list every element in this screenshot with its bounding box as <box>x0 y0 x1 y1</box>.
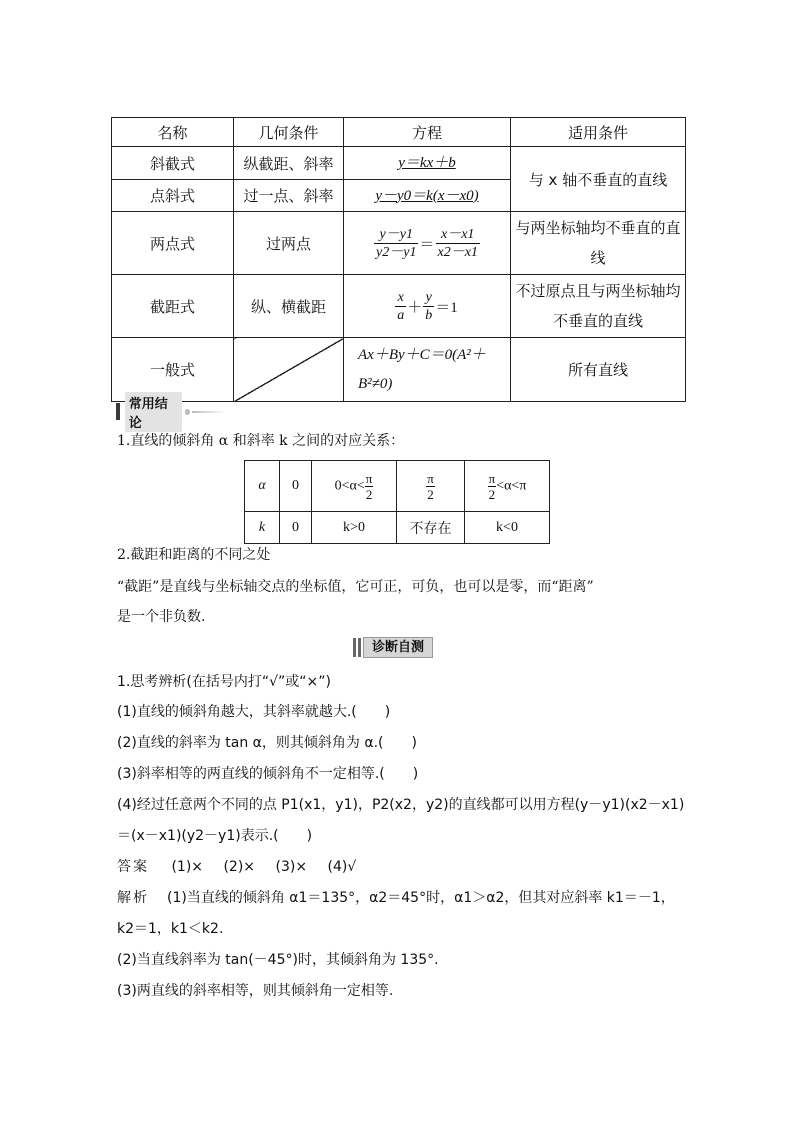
form-equation <box>344 212 511 275</box>
fraction <box>423 289 434 324</box>
header-condition: 几何条件 <box>234 118 344 147</box>
form-applicability: 不过原点且与两坐标轴均不垂直的直线 <box>511 275 686 338</box>
fraction <box>426 471 435 502</box>
fraction-denominator: x2－x1 <box>437 244 478 260</box>
table-cell <box>397 461 465 512</box>
answer-label: 答案 <box>117 859 149 875</box>
fraction-denominator: y2－y1 <box>376 244 417 260</box>
conclusion-item-2: 2.截距和距离的不同之处 <box>117 547 271 563</box>
equals-one: ＝1 <box>435 299 458 316</box>
slope-angle-table <box>244 460 550 544</box>
form-name: 一般式 <box>112 338 234 402</box>
equation-text: Ax＋By＋C＝0(A²＋B²≠0) <box>358 346 486 392</box>
heading-bar <box>116 403 120 420</box>
form-name: 两点式 <box>112 212 234 275</box>
form-condition: 过一点、斜率 <box>234 179 344 211</box>
analysis-text: (1)当直线的倾斜角 α1＝135°，α2＝45°时，α1＞α2，但其对应斜率 k1＝－1， <box>167 890 675 906</box>
section-title: 常用结论 <box>125 392 182 432</box>
answer-blank: ( ) <box>351 704 391 720</box>
form-name: 截距式 <box>112 275 234 338</box>
answer-blank: ( ) <box>378 735 417 751</box>
table-header-row <box>112 118 686 147</box>
form-equation <box>344 179 511 211</box>
fraction-denominator: b <box>425 307 433 323</box>
heading-line <box>192 411 226 413</box>
empty-diagonal-cell <box>234 338 344 402</box>
answer-value: (3)× <box>275 859 308 875</box>
form-name: 斜截式 <box>112 147 234 179</box>
analysis-text: k2＝1，k1＜k2. <box>117 921 224 937</box>
table-cell: 0 <box>280 512 312 544</box>
question-intro: 1.思考辨析(在括号内打“√”或“×”) <box>117 674 331 690</box>
question-text: ＝(x－x1)(y2－y1)表示. <box>117 828 274 844</box>
table-row <box>112 212 686 275</box>
equation-text: y＝kx＋b <box>398 155 456 172</box>
form-condition: 过两点 <box>234 212 344 275</box>
equation-text: y－y0＝k(x－x0) <box>375 187 479 204</box>
header-applicability: 适用条件 <box>511 118 686 147</box>
form-applicability: 与 x 轴不垂直的直线 <box>511 147 686 212</box>
row-label-k: k <box>245 512 280 544</box>
range-prefix: 0<α< <box>334 478 365 494</box>
header-equation: 方程 <box>344 118 511 147</box>
banner-stripe <box>358 638 361 657</box>
diagnosis-banner <box>353 637 440 658</box>
heading-dot <box>185 409 191 415</box>
question-text: (2)直线的斜率为 tan α，则其倾斜角为 α. <box>117 735 379 751</box>
question-item <box>117 733 417 753</box>
answer-line <box>117 857 372 877</box>
conclusion-text: 是一个非负数. <box>117 609 206 625</box>
table-row <box>112 275 686 338</box>
fraction <box>436 226 480 261</box>
equals-sign: ＝ <box>419 236 435 253</box>
fraction-numerator: y <box>423 289 434 307</box>
fraction-numerator: π <box>488 470 496 486</box>
banner-title: 诊断自测 <box>363 637 433 658</box>
fraction-denominator: 2 <box>488 486 496 502</box>
analysis-text: (3)两直线的斜率相等，则其倾斜角一定相等. <box>117 983 394 999</box>
table-cell <box>465 461 550 512</box>
fraction <box>395 289 406 324</box>
form-equation <box>344 147 511 179</box>
row-label-alpha: α <box>245 461 280 512</box>
conclusion-item-1: 1.直线的倾斜角 α 和斜率 k 之间的对应关系： <box>117 433 405 449</box>
answer-value: (4)√ <box>327 859 357 875</box>
answer-value: (2)× <box>223 859 256 875</box>
fraction-denominator: 2 <box>365 486 373 502</box>
question-item <box>117 764 418 784</box>
form-condition: 纵截距、斜率 <box>234 147 344 179</box>
question-text: (1)直线的倾斜角越大，其斜率就越大. <box>117 704 352 720</box>
question-item-continued <box>117 826 312 846</box>
table-cell: k<0 <box>465 512 550 544</box>
fraction-numerator: π <box>427 470 434 486</box>
form-applicability: 所有直线 <box>511 338 686 402</box>
form-name: 点斜式 <box>112 179 234 211</box>
table-row <box>112 147 686 179</box>
plus-sign: ＋ <box>407 299 423 316</box>
answer-blank: ( ) <box>273 828 313 844</box>
form-equation <box>344 338 511 402</box>
range-suffix: <α<π <box>496 478 527 494</box>
table-cell: k>0 <box>312 512 397 544</box>
table-cell: 不存在 <box>397 512 465 544</box>
question-item: (4)经过任意两个不同的点 P1(x1，y1)，P2(x2，y2)的直线都可以用方程(y－y1)(x2－x1) <box>117 797 685 813</box>
form-equation <box>344 275 511 338</box>
form-applicability: 与两坐标轴均不垂直的直线 <box>511 212 686 275</box>
question-item <box>117 702 390 722</box>
fraction <box>365 471 374 502</box>
form-condition: 纵、横截距 <box>234 275 344 338</box>
fraction-numerator: x <box>395 289 406 307</box>
table-row <box>245 461 550 512</box>
header-name: 名称 <box>112 118 234 147</box>
question-text: (3)斜率相等的两直线的倾斜角不一定相等. <box>117 766 380 782</box>
fraction-denominator: a <box>397 307 405 323</box>
table-row <box>112 338 686 402</box>
fraction <box>488 471 497 502</box>
table-cell <box>312 461 397 512</box>
analysis-label: 解析 <box>117 890 149 906</box>
fraction-denominator: 2 <box>427 486 434 502</box>
fraction-numerator: x－x1 <box>436 226 480 244</box>
banner-stripe <box>353 638 356 657</box>
line-equation-forms-table <box>111 117 686 402</box>
table-row <box>245 512 550 544</box>
conclusion-text: “截距”是直线与坐标轴交点的坐标值，它可正，可负，也可以是零，而“距离” <box>117 579 594 595</box>
section-heading-common-conclusions <box>116 396 226 431</box>
analysis-text: (2)当直线斜率为 tan(－45°)时，其倾斜角为 135°. <box>117 952 439 968</box>
answer-blank: ( ) <box>379 766 419 782</box>
table-cell: 0 <box>280 461 312 512</box>
fraction <box>374 226 418 261</box>
fraction-numerator: y－y1 <box>374 226 418 244</box>
analysis-line <box>117 888 675 908</box>
fraction-numerator: π <box>365 470 373 486</box>
answer-value: (1)× <box>171 859 204 875</box>
